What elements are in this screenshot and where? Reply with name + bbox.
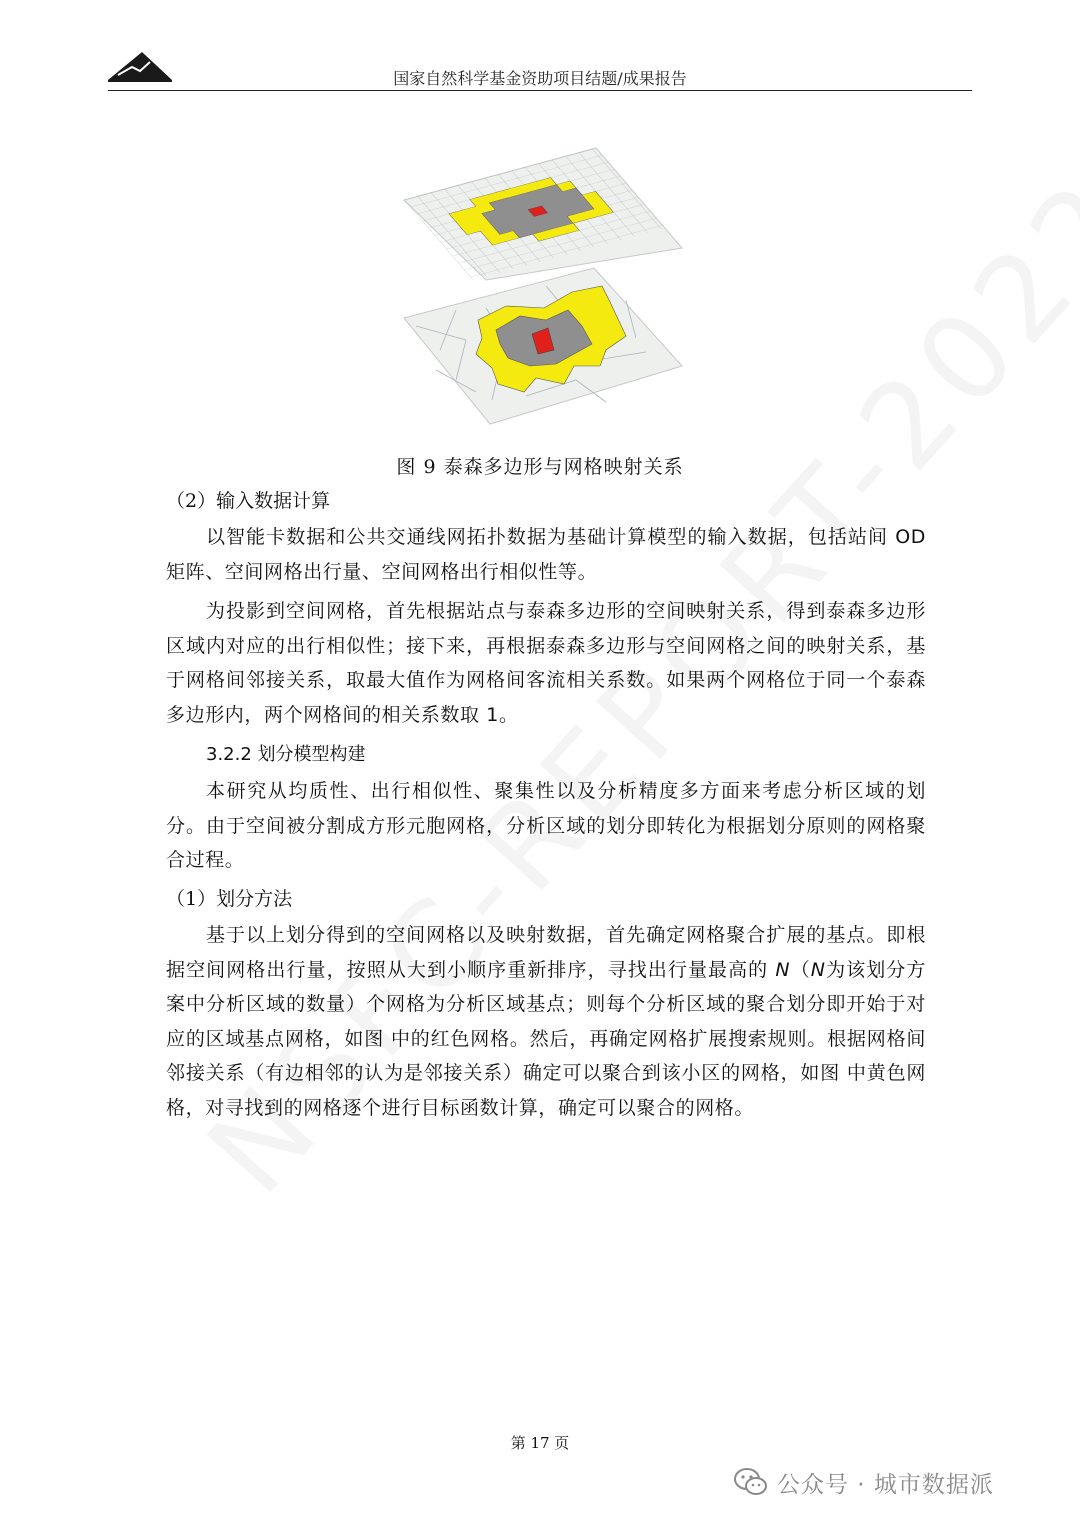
- grid-layer: [404, 148, 682, 280]
- heading-input-data: （2）输入数据计算: [166, 490, 331, 512]
- heading-partition-method: （1）划分方法: [166, 888, 293, 910]
- wechat-icon: [733, 1466, 769, 1498]
- voronoi-grid-mapping-figure: [396, 140, 686, 440]
- footer-brand-text: 公众号 · 城市数据派: [777, 1471, 994, 1498]
- footer-brand: [733, 1462, 994, 1502]
- heading-3-2-2: 3.2.2 划分模型构建: [206, 744, 366, 765]
- mountain-logo-icon: [108, 48, 172, 84]
- paragraph-projection: 为投影到空间网格，首先根据站点与泰森多边形的空间映射关系，得到泰森多边形区域内对应的出行相似性；接下来，再根据泰森多边形与空间网格之间的映射关系，基于网格间邻接关系，取最大值作为网格间客流相关系数。如果两个网格位于同一个泰森多边形内，两个网格间的相关系数取 1。: [166, 600, 926, 726]
- paragraph-input-data: 以智能卡数据和公共交通线网拓扑数据为基础计算模型的输入数据，包括站间 OD 矩阵、空间网格出行量、空间网格出行相似性等。: [166, 526, 926, 583]
- header-divider: [108, 90, 972, 91]
- voronoi-layer: [404, 268, 682, 424]
- page-number: 第 17 页: [510, 1434, 570, 1452]
- paragraph-model-build: 本研究从均质性、出行相似性、聚集性以及分析精度多方面来考虑分析区域的划分。由于空间被分割成方形元胞网格，分析区域的划分即转化为根据划分原则的网格聚合过程。: [166, 780, 926, 871]
- report-header-title: 国家自然科学基金资助项目结题/成果报告: [393, 69, 687, 88]
- figure-caption: 图 9 泰森多边形与网格映射关系: [396, 456, 684, 478]
- paragraph-partition-method: 基于以上划分得到的空间网格以及映射数据，首先确定网格聚合扩展的基点。即根据空间网格出行量，按照从大到小顺序重新排序，寻找出行量最高的 N（N为该划分方案中分析区域的数量）个网格为分析区域基点；则每个分析区域的聚合划分即开始于对应的区域基点网格，如图 中的红色网格。然后，再确定网格扩展搜索规则。根据网格间邻接关系（有边相邻的认为是邻接关系）确定可以聚合到该小区的网格，如图 中黄色网格，对寻找到的网格逐个进行目标函数计算，确定可以聚合的网格。: [166, 924, 926, 1119]
